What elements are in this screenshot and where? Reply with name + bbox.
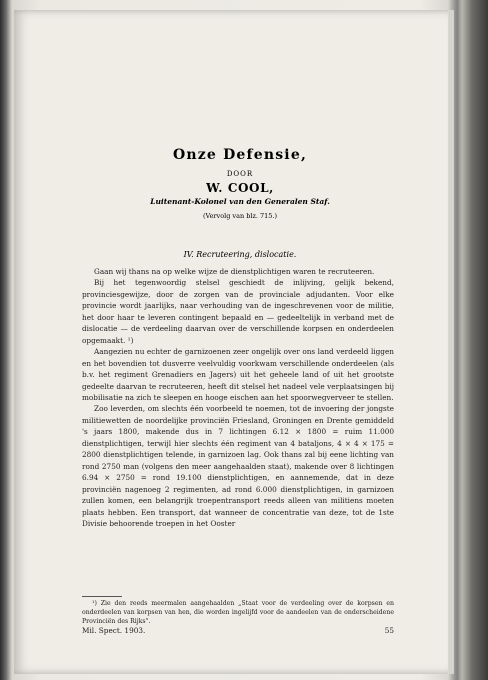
author-rank: Luitenant-Kolonel van den Generalen Staf. bbox=[150, 197, 330, 206]
author-name: W. COOL, bbox=[206, 181, 274, 195]
footnote-text: ¹) Zie den reeds meermalen aangehaalden „Staat voor de verdeeling over de korpsen en onderdeelen van korpsen van hen, die worden ingelijfd voor de aandeelen van de onderscheidene Provinciën des Rijks". bbox=[82, 600, 394, 625]
book-spine bbox=[458, 0, 488, 680]
article-title: Onze Defensie, bbox=[172, 147, 308, 163]
footnote bbox=[82, 599, 394, 626]
section-heading: IV. Recruteering, dislocatie. bbox=[183, 250, 297, 259]
page-number: 55 bbox=[384, 626, 394, 635]
paragraph: Gaan wij thans na op welke wijze de dienstplichtigen waren te recruteeren. bbox=[94, 267, 375, 276]
continuation-note: (Vervolg van blz. 715.) bbox=[202, 212, 278, 220]
body-text bbox=[82, 266, 394, 529]
page-edge bbox=[448, 10, 454, 674]
paragraph: Bij het tegenwoordig stelsel geschiedt de inlijving, gelijk bekend, provinciesgewijze, door de zorgen van de provinciale adjudanten. Voor elke provincie wordt jaarlijks, naar verhouding van de ingeschrevenen voor de militie, het door haar te leveren contingent bepaald en — gedeeltelijk in verband met de dislocatie — de verdeeling daarvan over de verschillende korpsen en onderdeelen opgemaakt. ¹) bbox=[82, 278, 394, 345]
byline-door: DOOR bbox=[226, 170, 254, 178]
page-footer bbox=[82, 626, 394, 635]
footnote-rule bbox=[82, 596, 122, 597]
paragraph: Aangezien nu echter de garnizoenen zeer ongelijk over ons land verdeeld liggen en het bovendien tot dusverre veelvuldig voorkwam verschillende onderdeelen (als b.v. het regiment Grenadiers en Jagers) uit het geheele land of uit het grootste gedeelte daarvan te recruteeren, heeft dit stelsel het nadeel vele verplaatsingen bij mobilisatie na zich te sleepen en hooge eischen aan het spoorwegverveer te stellen. bbox=[82, 347, 394, 402]
paragraph: Zoo leverden, om slechts één voorbeeld te noemen, tot de invoering der jongste militiewetten de noordelijke provinciën Friesland, Groningen en Drente gemiddeld 's jaars 1800, makende dus in 7 lichtingen 6.12 × 1800 = ruim 11.000 dienstplichtigen, terwijl hier slechts één regiment van 4 bataljons, 4 × 4 × 175 = 2800 dienstplichtigen telende, in garnizoen lag. Ook thans zal bij eene lichting van rond 2750 man (volgens den meer aangehaalden staat), makende over 8 lichtingen 6.94 × 2750 = rond 19.100 dienstplichtigen, en aannemende, dat in deze provinciën nagenoeg 2 regimenten, ad rond 6.000 dienstplichtigen, in garnizoen zullen komen, een belangrijk troepentransport reeds alleen van militiens moeten plaats hebben. Een transport, dat wanneer de concentratie van deze, tot de 1ste Divisie behoorende troepen in het Ooster bbox=[82, 404, 394, 528]
journal-reference: Mil. Spect. 1903. bbox=[82, 626, 146, 635]
